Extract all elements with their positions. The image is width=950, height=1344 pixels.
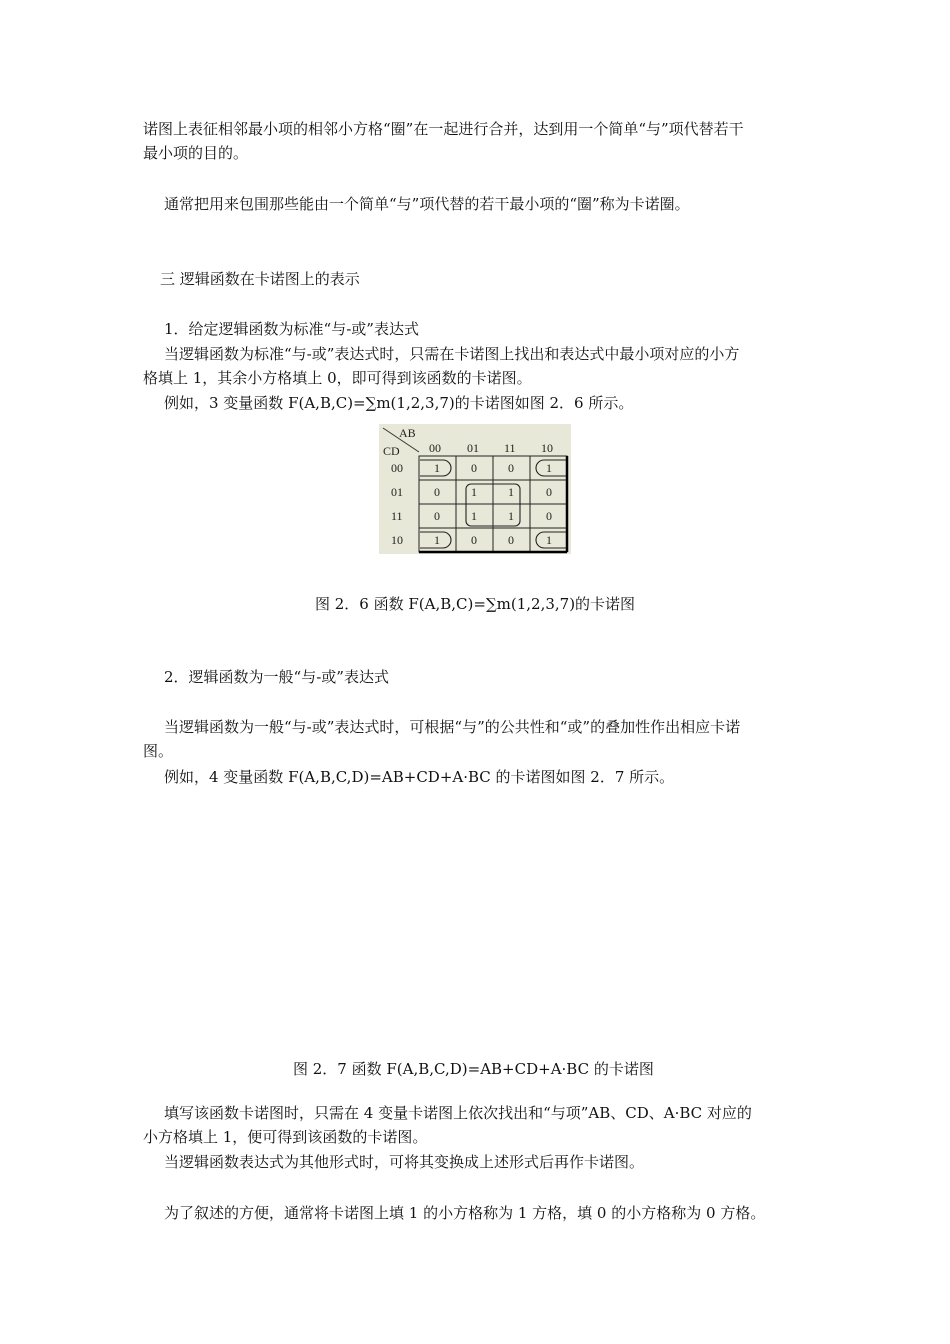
section-heading: 三 逻辑函数在卡诺图上的表示 — [160, 270, 360, 288]
cell-value: 0 — [546, 509, 552, 523]
example-line: 例如，3 变量函数 F(A,B,C)=∑m(1,2,3,7)的卡诺图如图 2．6 所示。 — [164, 394, 634, 412]
col-label: 01 — [467, 441, 479, 455]
subsection-heading: 1．给定逻辑函数为标准“与-或”表达式 — [164, 320, 419, 338]
cell-value: 1 — [434, 533, 440, 547]
paragraph: 为了叙述的方便，通常将卡诺图上填 1 的小方格称为 1 方格，填 0 的小方格称为 0 方格。 — [164, 1204, 766, 1222]
row-label: 11 — [391, 509, 403, 523]
row-label: 00 — [391, 461, 403, 475]
paragraph-line: 图。 — [143, 742, 174, 760]
cell-value: 1 — [546, 533, 552, 547]
grid-lines — [419, 456, 567, 552]
col-label: 11 — [504, 441, 516, 455]
paragraph: 当逻辑函数表达式为其他形式时，可将其变换成上述形式后再作卡诺图。 — [164, 1153, 645, 1171]
paragraph-line: 小方格填上 1，便可得到该函数的卡诺图。 — [143, 1128, 428, 1146]
cell-value: 1 — [508, 485, 514, 499]
col-label: 00 — [429, 441, 441, 455]
paragraph-line: 诺图上表征相邻最小项的相邻小方格“圈”在一起进行合并，达到用一个简单“与”项代替若干 — [143, 120, 744, 138]
row-var-label: CD — [383, 444, 400, 458]
cell-value: 1 — [471, 509, 477, 523]
karnaugh-map-figure — [379, 424, 571, 554]
cell-value: 0 — [434, 485, 440, 499]
paragraph-line: 当逻辑函数为标准“与-或”表达式时，只需在卡诺图上找出和表达式中最小项对应的小方 — [164, 345, 740, 363]
col-var-label: AB — [399, 426, 416, 440]
paragraph-line: 最小项的目的。 — [143, 144, 249, 162]
paragraph: 通常把用来包围那些能由一个简单“与”项代替的若干最小项的“圈”称为卡诺圈。 — [164, 195, 690, 213]
paragraph-line: 填写该函数卡诺图时，只需在 4 变量卡诺图上依次找出和“与项”AB、CD、A·BC 对应的 — [164, 1104, 752, 1122]
cell-value: 0 — [546, 485, 552, 499]
cell-value: 0 — [471, 533, 477, 547]
cell-value: 1 — [434, 461, 440, 475]
cell-value: 0 — [434, 509, 440, 523]
cell-value: 1 — [546, 461, 552, 475]
example-line: 例如，4 变量函数 F(A,B,C,D)=AB+CD+A·BC 的卡诺图如图 2．7 所示。 — [164, 768, 675, 786]
figure-caption: 图 2．7 函数 F(A,B,C,D)=AB+CD+A·BC 的卡诺图 — [293, 1060, 654, 1078]
cell-value: 0 — [471, 461, 477, 475]
cell-value: 0 — [508, 533, 514, 547]
paragraph-line: 格填上 1，其余小方格填上 0，即可得到该函数的卡诺图。 — [143, 369, 532, 387]
cell-value: 1 — [471, 485, 477, 499]
cell-value: 0 — [508, 461, 514, 475]
cell-value: 1 — [508, 509, 514, 523]
paragraph-line: 当逻辑函数为一般“与-或”表达式时，可根据“与”的公共性和“或”的叠加性作出相应卡诺 — [164, 718, 741, 736]
row-label: 10 — [391, 533, 403, 547]
subsection-heading: 2．逻辑函数为一般“与-或”表达式 — [164, 668, 389, 686]
figure-caption: 图 2．6 函数 F(A,B,C)=∑m(1,2,3,7)的卡诺图 — [315, 595, 636, 613]
col-label: 10 — [541, 441, 553, 455]
row-label: 01 — [391, 485, 403, 499]
